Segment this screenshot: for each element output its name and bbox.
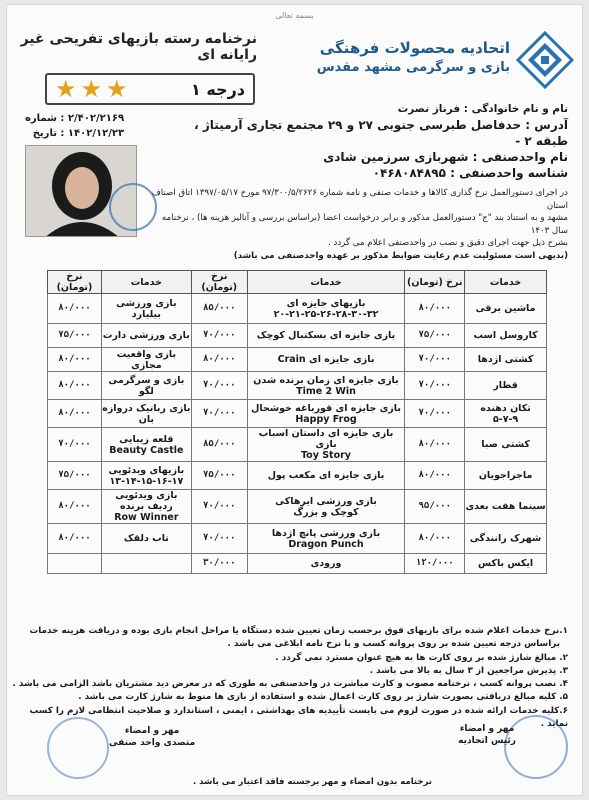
price-cell: ۷۰/۰۰۰ [191,524,247,554]
price-cell: ۸۰/۰۰۰ [48,524,102,554]
service-cell [247,294,405,324]
service-detail: ۱۳-۱۴-۱۵-۱۶-۱۷ [109,475,184,487]
service-name: بازیهای ویدئویی [108,464,185,476]
union-logo-icon [516,31,574,89]
price-cell: ۸۰/۰۰۰ [48,490,102,524]
signature-role: رئیس اتحادیه [458,736,516,746]
price-cell: ۸۵/۰۰۰ [191,294,247,324]
table-row [48,400,547,428]
union-name [317,39,510,75]
service-cell [247,462,405,490]
service-name: بازی رباتیک دروازه بان [102,402,191,425]
service-cell [465,324,547,348]
col-header-service: خدمات [247,271,405,294]
service-detail: Dragon Punch [288,538,364,550]
service-cell [101,554,191,574]
notes-section [8,625,568,731]
service-cell [101,462,191,490]
service-cell [101,524,191,554]
signature-role: متصدی واحد صنفی [109,738,196,748]
intro-line: بشرح ذیل جهت اجرای دقیق و نصب در واحدصنفی اعلام می گردد . [328,238,568,248]
price-cell: ۷۵/۰۰۰ [48,324,102,348]
note-item: ۱.نرخ خدمات اعلام شده برای بازیهای فوق برحسب زمان تعیین شده دستگاه یا مراحل انجام بازی بوده و دریافت هزینه خدمات [29,626,568,636]
service-cell [101,294,191,324]
unit-name: نام واحدصنفی : شهربازی سرزمین شادی [323,150,568,164]
signature-label: مهر و امضاء [124,726,180,736]
table-row [48,372,547,400]
service-name: بازی ورزشی پانچ اژدها [271,527,381,539]
price-cell: ۸۰/۰۰۰ [48,372,102,400]
intro-line: مشهد و به استناد بند "ج" دستورالعمل مذکور و برابر درخواست اعضا (براساس بررسی و آنالیز هزینه ها) ، نرخنامه سال ۱۴۰۳ [161,213,568,236]
service-name: بازی و سرگرمی لگو [108,374,185,397]
price-cell: ۸۰/۰۰۰ [405,462,465,490]
registry-date: ۱۴۰۲/۱۲/۲۳ : تاریخ [32,128,125,139]
service-cell [101,428,191,462]
service-name: بازی جایزه ای Crain [277,354,375,365]
price-cell: ۷۵/۰۰۰ [48,462,102,490]
price-cell: ۷۰/۰۰۰ [48,428,102,462]
service-name: بازی جایزه ای مکعب پول [267,470,385,481]
star-icon: ★ [106,75,128,103]
service-name: بازی جایزه ای داستان اسباب بازی [258,428,394,450]
service-cell [101,348,191,372]
price-cell: ۸۰/۰۰۰ [48,400,102,428]
service-cell [465,462,547,490]
service-name: ایکس باکس [478,558,534,569]
note-item: ۵. کلیه مبالغ دریافتی بصورت شارژ بر روی کارت اعمال شده و استفاده از بازی ها منوط به شارژ کارت می باشد . [78,692,568,703]
col-header-price: نرخ (تومان) [48,271,102,294]
service-cell [101,400,191,428]
union-name-line2: بازی و سرگرمی مشهد مقدس [316,60,510,75]
intro-disclaimer: (بدیهی است مسئولیت عدم رعایت ضوابط مذکور بر عهده واحدصنفی می باشد) [233,250,568,261]
table-header-row [48,271,547,294]
service-detail: Toy Story [300,450,352,461]
grade-stars [55,77,128,101]
service-cell [247,400,405,428]
star-icon: ★ [55,75,77,103]
price-cell: ۷۵/۰۰۰ [405,324,465,348]
service-cell [101,490,191,524]
service-cell [247,372,405,400]
service-name: بازیهای جایزه ای [286,297,366,309]
table-row [48,554,547,574]
service-cell [465,400,547,428]
price-cell: ۷۰/۰۰۰ [191,372,247,400]
owner-name: نام و نام خانوادگی : فرناز نصرت [397,103,568,115]
table-row [48,490,547,524]
price-list-document [6,4,583,796]
owner-signature [109,725,195,749]
price-cell: ۸۰/۰۰۰ [48,348,102,372]
service-cell [465,554,547,574]
shop-stamp-icon [47,717,109,779]
grade-label: درجه ۱ [191,79,245,99]
table-row [48,462,547,490]
note-item: ۶.کلیه خدمات ارائه شده در صورت لزوم می بایست تأییدیه های بهداشتی ، ایمنی ، استاندارد و صلاحیت انتظامی لازم را کسب نماید . [29,705,568,730]
service-cell [465,294,547,324]
col-header-price: نرخ (تومان) [405,271,465,294]
service-name: کشتی اژدها [477,354,534,365]
service-cell [247,324,405,348]
registry-number: ۲/۴۰۲/۲۱۶۹ : شماره [25,113,125,124]
service-name: بازی جایزه ای قورباغه خوشحال [251,402,401,414]
price-cell: ۸۰/۰۰۰ [191,348,247,372]
price-cell: ۷۵/۰۰۰ [191,462,247,490]
service-name: ماجراجویان [478,470,533,481]
table-row [48,324,547,348]
service-name: بازی ورزشی بیلیارد [116,297,177,320]
service-name: قطار [493,380,518,391]
price-cell: ۷۰/۰۰۰ [405,372,465,400]
service-name: بازی جایزه ای زمان برنده شدن [253,374,399,386]
price-cell: ۷۰/۰۰۰ [191,400,247,428]
price-cell: ۳۰/۰۰۰ [191,554,247,574]
note-item: براساس درجه تعیین شده بر روی پروانه کسب و با نرخ نامه ابلاغی می باشد . [227,639,560,650]
price-cell: ۱۲۰/۰۰۰ [405,554,465,574]
service-cell [465,428,547,462]
col-header-service: خدمات [465,271,547,294]
price-cell: ۹۵/۰۰۰ [405,490,465,524]
unit-id: شناسه واحدصنفی : ۰۴۶۸۰۸۴۸۹۵ [372,166,568,180]
service-cell [101,324,191,348]
union-name-line1: اتحادیه محصولات فرهنگی [319,39,510,57]
doc-title-block [17,31,257,105]
price-cell: ۸۰/۰۰۰ [48,294,102,324]
service-name: شهرک رانندگی [469,533,542,544]
service-name: کاروسل اسب [473,330,538,341]
table-row [48,294,547,324]
price-table [47,270,547,574]
service-cell [465,490,547,524]
star-icon: ★ [80,75,103,103]
price-cell: ۷۰/۰۰۰ [191,490,247,524]
table-row [48,524,547,554]
service-cell [465,372,547,400]
col-header-service: خدمات [101,271,191,294]
union-header [284,31,574,91]
service-detail: ۵-۷-۹ [492,413,519,425]
document-title: نرخنامه رسته بازیهای تفریحی غیر رایانه ای [20,31,257,63]
service-detail: Beauty Castle [109,444,184,456]
owner-info [168,101,568,181]
price-cell: ۸۰/۰۰۰ [405,428,465,462]
service-name: تکان دهنده [480,402,531,414]
service-cell [247,554,405,574]
intro-line: در اجرای دستورالعمل نرخ گذاری کالاها و خدمات صنفی و نامه شماره ۹۷/۳۰۰/۵/۲۶۲۶ مورخ ۱۳۹۷/۰۵/۱۷ اتاق اصناف استان [151,188,568,211]
note-item: ۳. پذیرش مراجعین از ۳ سال به بالا می باشد . [369,665,568,676]
signature-label: مهر و امضاء [459,724,515,734]
table-row [48,428,547,462]
service-cell [465,348,547,372]
price-cell: ۷۰/۰۰۰ [405,348,465,372]
service-cell [247,490,405,524]
service-name: بازی ورزشی ایرهاکی [275,495,377,507]
service-name: تاب دلقک [123,533,169,544]
service-detail: ۲۰-۲۱-۲۵-۲۶-۲۸-۳۰-۳۲ [273,308,379,320]
price-cell [48,554,102,574]
col-header-price: نرخ (تومان) [191,271,247,294]
note-item: ۴. نصب پروانه کسب ، نرخنامه مصوب و کارت مباشرت در واحدصنفی به طوری که در معرض دید مشتریان باشد الزامی می باشد . [12,679,568,690]
validity-footer: نرخنامه بدون امضاء و مهر برجسته فاقد اعتبار می باشد . [192,777,432,787]
service-name: کشتی صبا [481,439,530,450]
service-cell [247,428,405,462]
registry-info [25,113,124,143]
price-cell: ۸۵/۰۰۰ [191,428,247,462]
service-name: بازی جایزه ای بسکتبال کوچک [256,330,396,341]
service-name: بازی ویدئویی ردیف برنده [115,490,178,512]
price-cell: ۸۰/۰۰۰ [405,294,465,324]
service-name: قلعه زیبایی [119,433,174,445]
table-row [48,348,547,372]
note-item: ۲. مبالغ شارژ شده بر روی کارت ها به هیچ عنوان مسترد نمی گردد . [275,652,568,663]
service-detail: Happy Frog [295,413,357,425]
service-name: سینما هفت بعدی [465,501,546,512]
union-signature [458,723,516,747]
service-cell [465,524,547,554]
service-name: بازی ورزشی دارت [102,330,190,341]
service-cell [101,372,191,400]
service-name: بازی واقعیت مجازی [116,348,177,371]
top-note: بسمه تعالی [275,11,314,20]
price-cell: ۷۰/۰۰۰ [191,324,247,348]
service-detail: Time 2 Win [296,385,356,397]
intro-paragraph [148,187,568,262]
service-name: ماشین برقی [475,303,536,314]
service-detail: کوچک و بزرگ [293,506,359,518]
price-cell: ۸۰/۰۰۰ [405,524,465,554]
service-detail: Row Winner [114,512,179,523]
service-name: ورودی [310,558,342,569]
service-cell [247,524,405,554]
price-cell: ۷۰/۰۰۰ [405,400,465,428]
service-cell [247,348,405,372]
shop-address: آدرس : حدفاصل طبرسی جنوبی ۲۷ و ۲۹ مجتمع تجاری آرمیتاژ ، طبقه ۲ - [194,118,568,148]
